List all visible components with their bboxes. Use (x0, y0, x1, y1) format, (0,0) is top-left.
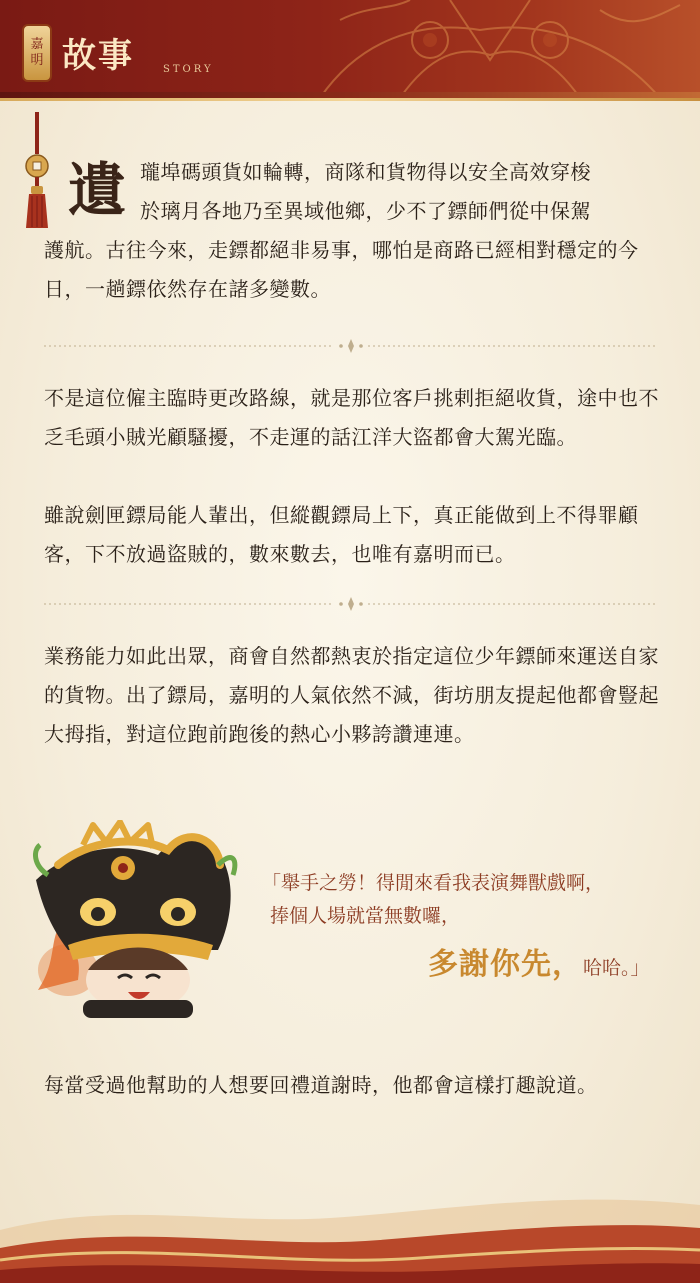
seal-char-2: 明 (30, 53, 44, 68)
quote-emphasis: 多謝你先， (428, 947, 583, 982)
seal-char-1: 嘉 (30, 37, 44, 52)
section2-paragraph1: 不是這位僱主臨時更改路線，就是那位客戶挑剌拒絕收貨，途中也不乏毛頭小賊光顧騷擾，不走運的話江洋大盜都會大駕光臨。 (44, 386, 659, 449)
section1-line2: 於璃月各地乃至異域他鄉，少不了鏢師們從中保駕 (140, 199, 591, 223)
quote-line2: 捧個人場就當無數囉， (270, 905, 461, 927)
ornamental-divider (44, 338, 658, 354)
lion-mask-pattern-icon (280, 0, 700, 98)
quote-line3 (428, 939, 700, 983)
section3-paragraph: 業務能力如此出眾，商會自然都熱衷於指定這位少年鏢師來運送自家的貨物。出了鏢局，嘉明的人氣依然不減，街坊朋友提起他都會豎起大拇指，對這位跑前跑後的熱心小夥誇讚連連。 (44, 644, 659, 746)
header-gold-trim (0, 98, 700, 101)
section1-line1: 瓏埠碼頭貨如輪轉，商隊和貨物得以安全高效穿梭 (140, 160, 591, 184)
quote-line1: 「舉手之勞！得閒來看我表演舞獸戲啊， (262, 872, 605, 894)
lion-dance-mascot-icon (28, 820, 250, 1020)
page-subtitle: STORY (163, 64, 214, 75)
quote-tail: 哈哈。」 (583, 957, 650, 979)
tassel-ornament-icon (22, 112, 52, 230)
footer-wave-decoration (0, 1170, 700, 1283)
page-title: 故事 (62, 36, 134, 76)
section2-paragraph2: 雖說劍匣鏢局能人輩出，但縱觀鏢局上下，真正能做到上不得罪顧客，下不放過盜賊的，數來數去，也唯有嘉明而已。 (44, 503, 639, 566)
quote-block (262, 867, 682, 982)
section1-paragraph: 護航。古往今來，走鏢都絕非易事，哪怕是商路已經相對穩定的今日，一趟鏢依然存在諸多變數。 (44, 238, 639, 301)
header-banner (0, 0, 700, 98)
ornamental-divider (44, 596, 658, 612)
name-seal (22, 24, 52, 82)
closing-paragraph: 每當受過他幫助的人想要回禮道謝時，他都會這樣打趣說道。 (44, 1073, 598, 1097)
drop-cap: 遺 (67, 156, 126, 224)
